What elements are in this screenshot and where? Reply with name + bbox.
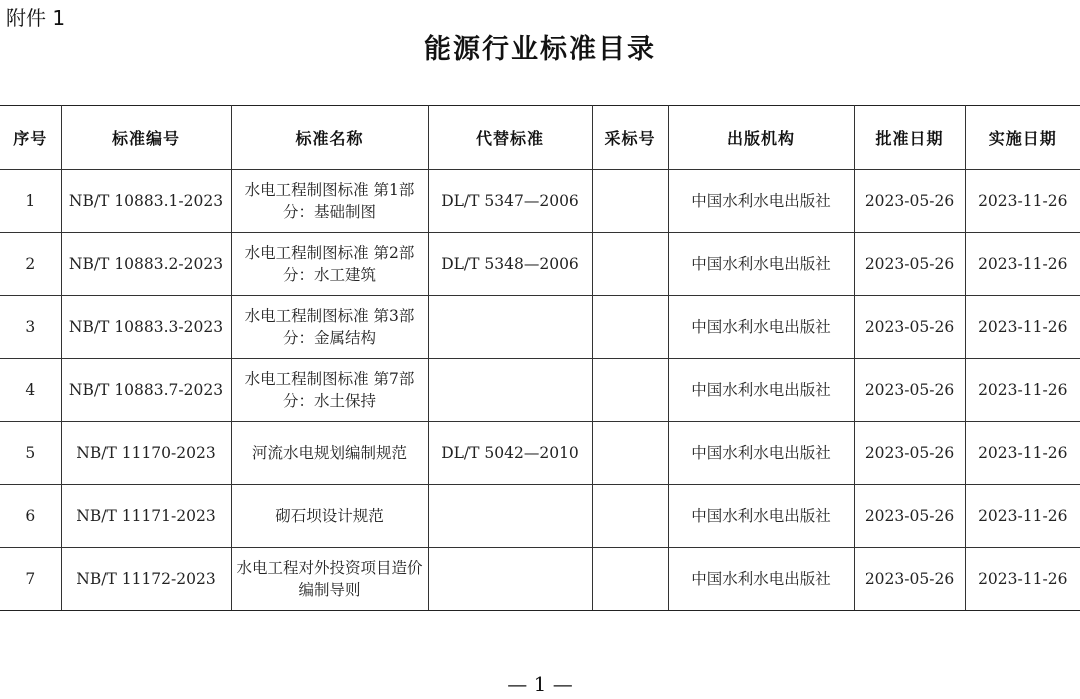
cell-standard-number: NB/T 10883.7-2023 xyxy=(61,359,231,422)
table-row xyxy=(0,485,1080,548)
cell-adopted-number xyxy=(592,296,668,359)
table-row xyxy=(0,170,1080,233)
cell-approval-date: 2023-05-26 xyxy=(854,548,965,611)
table-header-row xyxy=(0,106,1080,170)
header-serial: 序号 xyxy=(0,106,61,170)
cell-implementation-date: 2023-11-26 xyxy=(965,233,1080,296)
cell-serial: 2 xyxy=(0,233,61,296)
cell-approval-date: 2023-05-26 xyxy=(854,296,965,359)
cell-publisher: 中国水利水电出版社 xyxy=(668,359,854,422)
cell-standard-number: NB/T 10883.1-2023 xyxy=(61,170,231,233)
cell-replaced-standard xyxy=(428,359,592,422)
cell-implementation-date: 2023-11-26 xyxy=(965,170,1080,233)
table-row xyxy=(0,359,1080,422)
cell-standard-name: 水电工程制图标准 第3部分：金属结构 xyxy=(231,296,428,359)
cell-approval-date: 2023-05-26 xyxy=(854,422,965,485)
cell-standard-number: NB/T 11172-2023 xyxy=(61,548,231,611)
cell-standard-number: NB/T 10883.3-2023 xyxy=(61,296,231,359)
cell-standard-name: 水电工程制图标准 第2部分：水工建筑 xyxy=(231,233,428,296)
cell-serial: 3 xyxy=(0,296,61,359)
cell-implementation-date: 2023-11-26 xyxy=(965,359,1080,422)
cell-adopted-number xyxy=(592,359,668,422)
cell-standard-name: 水电工程对外投资项目造价编制导则 xyxy=(231,548,428,611)
cell-standard-number: NB/T 10883.2-2023 xyxy=(61,233,231,296)
cell-serial: 4 xyxy=(0,359,61,422)
cell-adopted-number xyxy=(592,233,668,296)
header-adopted-number: 采标号 xyxy=(592,106,668,170)
header-implementation-date: 实施日期 xyxy=(965,106,1080,170)
cell-adopted-number xyxy=(592,548,668,611)
table-row xyxy=(0,296,1080,359)
cell-replaced-standard xyxy=(428,296,592,359)
cell-publisher: 中国水利水电出版社 xyxy=(668,233,854,296)
cell-implementation-date: 2023-11-26 xyxy=(965,485,1080,548)
cell-publisher: 中国水利水电出版社 xyxy=(668,296,854,359)
header-publisher: 出版机构 xyxy=(668,106,854,170)
cell-replaced-standard: DL/T 5348—2006 xyxy=(428,233,592,296)
annex-label: 附件 1 xyxy=(6,6,66,30)
cell-serial: 5 xyxy=(0,422,61,485)
cell-replaced-standard xyxy=(428,548,592,611)
cell-implementation-date: 2023-11-26 xyxy=(965,548,1080,611)
cell-serial: 7 xyxy=(0,548,61,611)
cell-publisher: 中国水利水电出版社 xyxy=(668,170,854,233)
cell-publisher: 中国水利水电出版社 xyxy=(668,485,854,548)
cell-approval-date: 2023-05-26 xyxy=(854,233,965,296)
cell-adopted-number xyxy=(592,485,668,548)
cell-approval-date: 2023-05-26 xyxy=(854,359,965,422)
cell-replaced-standard xyxy=(428,485,592,548)
cell-standard-name: 水电工程制图标准 第1部分：基础制图 xyxy=(231,170,428,233)
cell-standard-name: 砌石坝设计规范 xyxy=(231,485,428,548)
cell-serial: 1 xyxy=(0,170,61,233)
cell-implementation-date: 2023-11-26 xyxy=(965,422,1080,485)
header-replaced-standard: 代替标准 xyxy=(428,106,592,170)
cell-publisher: 中国水利水电出版社 xyxy=(668,422,854,485)
cell-adopted-number xyxy=(592,170,668,233)
cell-standard-number: NB/T 11171-2023 xyxy=(61,485,231,548)
cell-standard-name: 河流水电规划编制规范 xyxy=(231,422,428,485)
page-title: 能源行业标准目录 xyxy=(424,34,656,65)
cell-serial: 6 xyxy=(0,485,61,548)
table-row xyxy=(0,233,1080,296)
table-row xyxy=(0,548,1080,611)
cell-standard-number: NB/T 11170-2023 xyxy=(61,422,231,485)
cell-adopted-number xyxy=(592,422,668,485)
cell-approval-date: 2023-05-26 xyxy=(854,485,965,548)
page-number: — 1 — xyxy=(507,672,573,696)
cell-implementation-date: 2023-11-26 xyxy=(965,296,1080,359)
table-row xyxy=(0,422,1080,485)
cell-replaced-standard: DL/T 5042—2010 xyxy=(428,422,592,485)
header-approval-date: 批准日期 xyxy=(854,106,965,170)
cell-approval-date: 2023-05-26 xyxy=(854,170,965,233)
header-standard-name: 标准名称 xyxy=(231,106,428,170)
cell-standard-name: 水电工程制图标准 第7部分：水土保持 xyxy=(231,359,428,422)
header-standard-number: 标准编号 xyxy=(61,106,231,170)
cell-replaced-standard: DL/T 5347—2006 xyxy=(428,170,592,233)
standards-table xyxy=(0,105,1080,611)
cell-publisher: 中国水利水电出版社 xyxy=(668,548,854,611)
